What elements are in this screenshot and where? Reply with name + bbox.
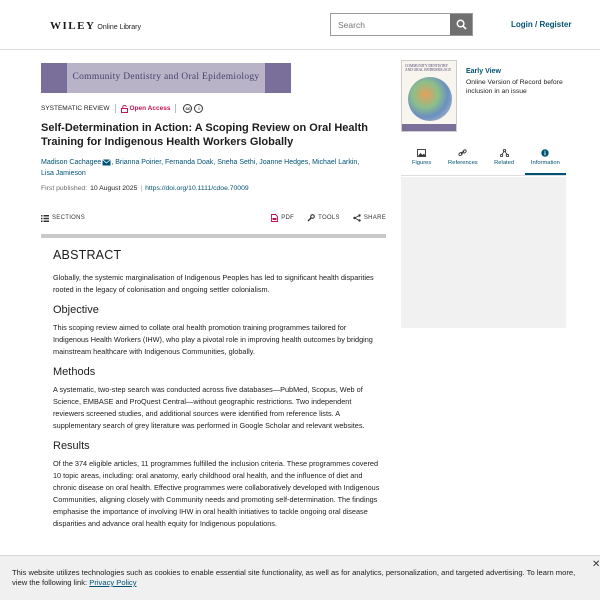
tab-related[interactable] (484, 146, 525, 175)
link-icon (458, 149, 467, 157)
publication-info: First published: 10 August 2025 | https://doi.org/10.1111/cdoe.70009 (41, 185, 249, 192)
privacy-policy-link[interactable]: Privacy Policy (89, 578, 137, 587)
author-link[interactable]: Lisa Jamieson (41, 170, 86, 177)
tab-references[interactable] (442, 146, 483, 175)
methods-heading: Methods (53, 366, 96, 378)
attribution-icon[interactable]: i (194, 104, 203, 113)
search-button[interactable] (450, 14, 472, 35)
search-icon (456, 19, 467, 30)
abstract-section (41, 234, 386, 564)
article-title: Self-Determination in Action: A Scoping Review on Oral Health Training for Indigenous Health Workers Globally (41, 122, 368, 148)
objective-text: This scoping review aimed to collate oral health promotion training programmes tailored for Indigenous Health Workers (IHW), who play a pivotal role in improving health outcomes by bridging mainstream healthcare with Indigenous Communities, globally. (53, 323, 373, 356)
sidebar-tabs (401, 146, 566, 176)
article-toolbar (41, 210, 386, 226)
share-button[interactable] (353, 214, 386, 222)
cover-title-art: COMMUNITY DENTISTRY AND ORAL EPIDEMIOLOGY (405, 64, 452, 72)
early-view-link[interactable]: Early View (466, 68, 501, 75)
share-label: SHARE (363, 215, 386, 221)
open-lock-icon (121, 105, 128, 113)
login-register-link[interactable]: Login / Register (511, 20, 572, 29)
wrench-icon (307, 214, 315, 222)
first-published-date: 10 August 2025 (90, 185, 138, 192)
author-link[interactable]: Sneha Sethi (217, 159, 256, 166)
tab-figures-label: Figures (411, 160, 432, 166)
abstract-intro: Globally, the systemic marginalisation of Indigenous Peoples has led to significant health disparities rooted in the legacy of colonisation and ongoing settler colonialism. (53, 273, 374, 294)
author-list: Madison Cachagee , Brianna Poirier, Fernanda Doak, Sneha Sethi, Joanne Hedges, Michael Larkin, Lisa Jamieson (41, 159, 360, 177)
author-link[interactable]: Brianna Poirier (115, 159, 162, 166)
article-meta-line (41, 104, 203, 113)
sections-label: SECTIONS (52, 215, 86, 221)
email-icon[interactable] (102, 159, 111, 166)
open-access-badge (121, 105, 171, 113)
image-icon (417, 149, 426, 157)
open-access-label: Open Access (129, 105, 171, 112)
wiley-logo[interactable] (50, 20, 141, 32)
article-type: SYSTEMATIC REVIEW (41, 105, 110, 112)
first-published-label: First published: (41, 185, 88, 192)
early-view-description: Online Version of Record before inclusion in an issue (466, 79, 563, 95)
share-icon (353, 214, 361, 222)
pdf-icon (271, 214, 278, 222)
info-icon (541, 149, 549, 157)
tools-button[interactable] (307, 214, 340, 222)
author-link[interactable]: Fernanda Doak (165, 159, 214, 166)
tab-figures[interactable] (401, 146, 442, 175)
journal-cover-image[interactable] (401, 60, 457, 132)
network-icon (500, 149, 509, 157)
pdf-button[interactable] (271, 214, 294, 222)
journal-banner[interactable] (41, 63, 291, 93)
results-heading: Results (53, 440, 90, 452)
search-box (330, 13, 473, 36)
tab-related-label: Related (494, 160, 515, 166)
cookie-message: This website utilizes technologies such as cookies to enable essential site functionality, as well as for analytics, personalization, and targeted advertising. To learn more, view the following link: (12, 568, 576, 587)
tools-label: TOOLS (318, 215, 340, 221)
sidebar-panel (401, 60, 566, 328)
logo-secondary: Online Library (97, 24, 141, 31)
methods-text: A systematic, two-step search was conducted across five databases—PubMed, Scopus, Web of Science, EMBASE and ProQuest Central—without geographic restrictions. Two independent reviewers screened studies, and additional sources were identified from reference lists. A supplementary search of grey literature was performed in Google Scholar and relevant websites. (53, 385, 365, 430)
search-input[interactable] (331, 14, 450, 35)
author-link[interactable]: Michael Larkin (312, 159, 358, 166)
creative-commons-icon[interactable]: cc (185, 106, 191, 111)
tab-information[interactable] (525, 146, 566, 175)
list-icon (41, 215, 49, 222)
pdf-label: PDF (281, 215, 295, 221)
sections-button[interactable] (41, 215, 85, 222)
objective-heading: Objective (53, 304, 99, 316)
top-bar (0, 0, 600, 50)
tab-information-label: Information (530, 160, 560, 166)
close-icon[interactable]: ✕ (592, 559, 600, 570)
abstract-heading: ABSTRACT (53, 248, 122, 262)
tab-references-label: References (448, 160, 478, 166)
journal-banner-text: Community Dentistry and Oral Epidemiology (72, 72, 260, 83)
author-link[interactable]: Joanne Hedges (259, 159, 309, 166)
cookie-banner (0, 555, 600, 600)
doi-link[interactable]: https://doi.org/10.1111/cdoe.70009 (145, 185, 249, 192)
results-text: Of the 374 eligible articles, 11 programmes fulfilled the inclusion criteria. These programmes covered 10 topic areas, including: oral anatomy, early childhood oral health, and the influence of diet and chronic disease on oral health. Effective programmes were collaboratively developed with Indigenous Communities, aligning closely with Community needs and promoting self-determination. The findings emphasise the importance of involving IHW in oral health initiatives to tackle ongoing oral disease disparities and advance oral health equity for Indigenous populations. (53, 459, 380, 528)
logo-primary: WILEY (50, 20, 96, 32)
author-link[interactable]: Madison Cachagee (41, 159, 102, 166)
